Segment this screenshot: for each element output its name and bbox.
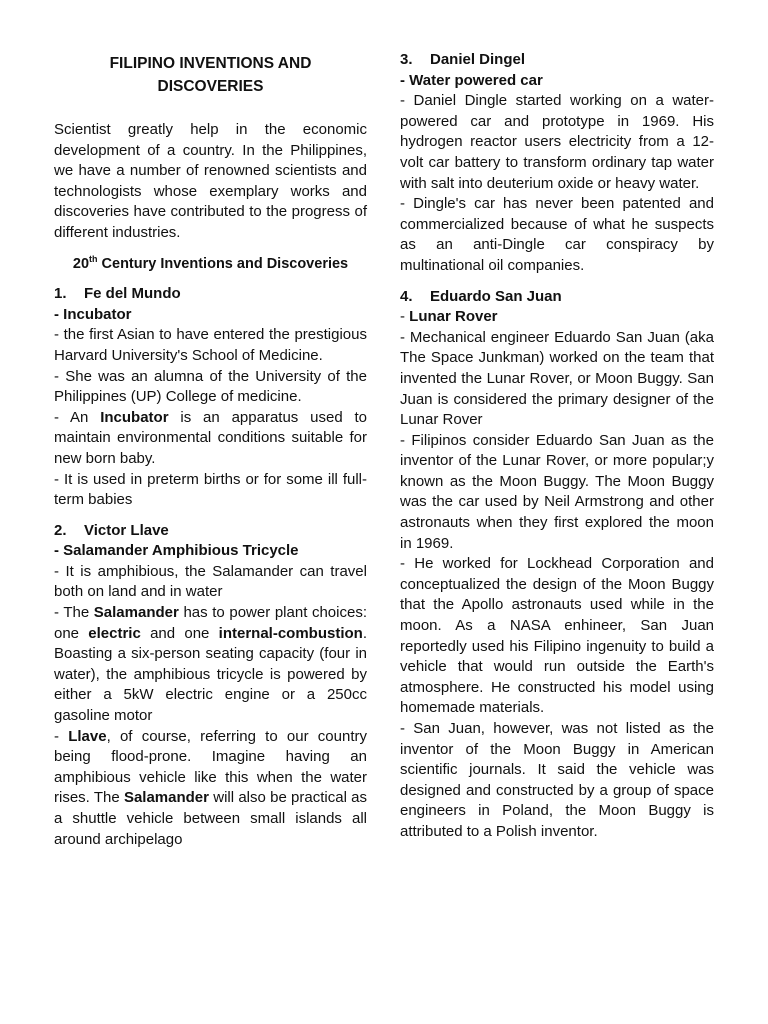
section-2-paragraph-3: [54, 727, 367, 851]
section-2-invention: - Salamander Amphibious Tricycle: [54, 542, 299, 560]
s1-p3-a: - An: [54, 408, 101, 426]
s2-p2-d: electric: [88, 624, 141, 642]
section-4-number: 4.: [400, 287, 413, 305]
century-heading: [54, 254, 367, 275]
century-suffix: Century Inventions and Discoveries: [97, 255, 349, 272]
document-title: [54, 52, 367, 98]
section-1-invention: - Incubator: [54, 305, 132, 323]
s2-p3-c: , of course, referring to our country being flood-prone. Imagine having an amphibious vehicle like this when the water rises. The: [54, 727, 367, 807]
title-line-2: DISCOVERIES: [157, 78, 264, 95]
right-column: [400, 50, 714, 843]
section-1-paragraph-1: - the first Asian to have entered the prestigious Harvard University's School of Medicine.: [54, 326, 367, 364]
left-column: [54, 50, 367, 850]
section-2-name: Victor Llave: [84, 521, 169, 539]
section-1-name: Fe del Mundo: [84, 285, 181, 303]
s2-p3-e: will also be practical as a shuttle vehicle between small islands all around archipelago: [54, 789, 367, 848]
section-3-invention: - Water powered car: [400, 71, 543, 89]
s2-p3-a: -: [54, 727, 69, 745]
section-2-number: 2.: [54, 521, 67, 539]
s2-p2-c: has to power plant choices: one: [54, 604, 367, 642]
section-1-paragraph-2: - She was an alumna of the University of the Philippines (UP) College of medicine.: [54, 367, 367, 406]
s1-p3-b: Incubator: [100, 408, 169, 426]
section-2-heading: [54, 521, 367, 542]
intro-paragraph: Scientist greatly help in the economic development of a country. In the Philippines, we have a number of renowned scientists and technologists whose exemplary works and discoveries have contributed to the progress of different industries.: [54, 121, 367, 241]
section-4-heading: [400, 287, 714, 308]
s2-p2-f: internal-combustion: [218, 624, 363, 642]
s2-p2-g: . Boasting a six-person seating capacity (four in water), the amphibious tricycle is powered by either a 5kW electric engine or a 250cc gasoline motor: [54, 624, 367, 725]
section-4-name: Eduardo San Juan: [430, 287, 562, 305]
section-3-paragraph-2: - Dingle's car has never been patented and commercialized because of what he suspects as an anti-Dingle car conspiracy by multinational oil companies.: [400, 195, 714, 274]
section-1-number: 1.: [54, 285, 67, 303]
section-1-heading: [54, 284, 367, 305]
section-3-paragraph-1: - Daniel Dingle started working on a water-powered car and prototype in 1969. His hydrogen reactor users electricity from a 12-volt car battery to transform ordinary tap water with salt into deuterium oxide or heavy water.: [400, 92, 714, 192]
section-4-paragraph-3: - He worked for Lockhead Corporation and conceptualized the design of the Moon Buggy that the Apollo astronauts used while in the moon. As a NASA enhineer, San Juan reportedly used his Filipino ingenuity to build a vehicle that would run outside the Earth's atmosphere. He constructed his model using homemade materials.: [400, 555, 714, 717]
section-2-paragraph-1: - It is amphibious, the Salamander can travel both on land and in water: [54, 562, 367, 601]
s2-p3-d: Salamander: [123, 789, 209, 807]
section-4-paragraph-1: - Mechanical engineer Eduardo San Juan (aka The Space Junkman) worked on the team that invented the Lunar Rover, or Moon Buggy. San Juan is considered the primary designer of the Lunar Rover: [400, 328, 714, 429]
section-1-paragraph-3: [54, 408, 367, 470]
century-sup: th: [89, 253, 98, 264]
s4-inv-b: Lunar Rover: [409, 308, 498, 326]
s2-p3-b: Llave: [68, 727, 107, 745]
section-3-number: 3.: [400, 51, 413, 68]
s4-inv-a: -: [400, 308, 410, 326]
s2-p2-b: Salamander: [93, 604, 179, 622]
s2-p2-e: and one: [140, 624, 219, 642]
century-prefix: 20: [72, 255, 90, 272]
s1-p3-c: is an apparatus used to maintain environmental conditions suitable for new born baby.: [54, 408, 368, 467]
section-1-paragraph-4: - It is used in preterm births or for some ill full-term babies: [54, 470, 367, 509]
section-4-invention: [400, 307, 714, 328]
section-3-heading: [400, 50, 714, 71]
s2-p2-a: - The: [54, 604, 94, 622]
section-3-name: Daniel Dingel: [430, 51, 526, 68]
section-4-paragraph-2: - Filipinos consider Eduardo San Juan as the inventor of the Lunar Rover, or more popular;y known as the Moon Buggy. The Moon Buggy was the car used by Neil Armstrong and other astronauts when they first explored the moon in 1969.: [400, 431, 714, 552]
section-4-paragraph-4: - San Juan, however, was not listed as the inventor of the Moon Buggy in American scientific journals. It said the vehicle was designed and constructed by a group of space engineers in Poland, the Moon Buggy is attributed to a Polish inventor.: [400, 720, 714, 840]
section-2-paragraph-2: [54, 603, 367, 727]
title-line-1: FILIPINO INVENTIONS AND: [109, 55, 312, 72]
